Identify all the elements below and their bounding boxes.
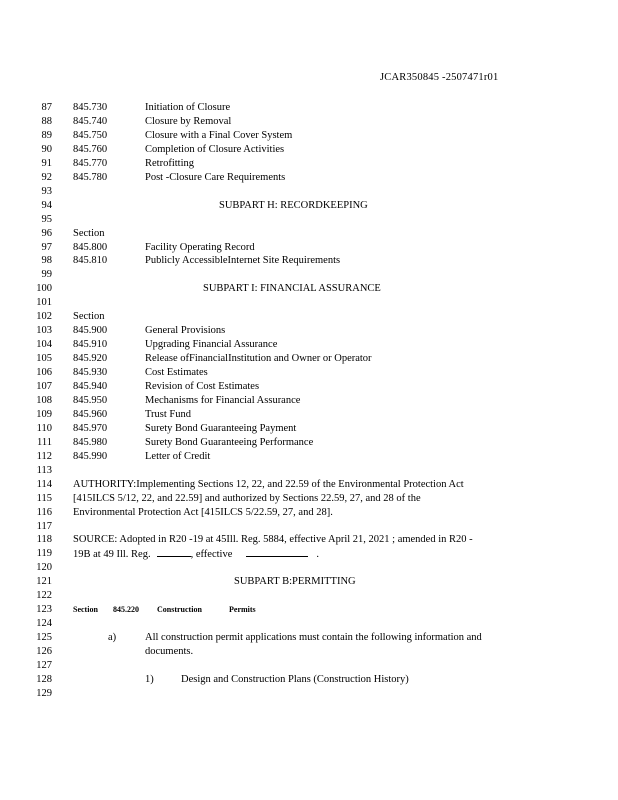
line-number: 107: [36, 381, 52, 392]
section-heading-part: Construction: [157, 605, 202, 615]
line-number: 128: [36, 673, 52, 685]
line-number: 108: [36, 394, 52, 406]
section-title: Letter of Credit: [145, 450, 211, 462]
line-number: 102: [36, 311, 52, 323]
line-number: 98: [41, 255, 52, 267]
line-number: 106: [36, 367, 52, 379]
section-title: Surety Bond Guaranteeing Performance: [145, 436, 314, 448]
line-number: 117: [36, 520, 52, 532]
document-line: [0, 129, 618, 143]
line-number: 94: [41, 199, 52, 211]
document-line: [0, 659, 618, 673]
line-number: 119: [36, 548, 52, 560]
list-label: a): [108, 632, 117, 644]
document-header: JCAR350845 -2507471r01: [380, 72, 499, 83]
document-line: [0, 561, 618, 575]
section-title: Initiation of Closure: [145, 102, 231, 113]
section-title: Closure with a Final Cover System: [145, 129, 293, 141]
section-number: Section: [73, 227, 105, 239]
document-line: [0, 101, 618, 115]
section-number: 845.980: [73, 436, 108, 448]
document-line: [0, 673, 618, 687]
document-line: [0, 352, 618, 366]
line-number: 123: [36, 604, 52, 616]
line-number: 111: [37, 436, 52, 448]
line-number: 92: [41, 171, 52, 183]
section-title: Cost Estimates: [145, 367, 208, 379]
document-line: [0, 115, 618, 129]
blank-field: [246, 547, 308, 557]
document-line: [0, 631, 618, 645]
document-line: [0, 589, 618, 603]
section-number: 845.900: [73, 325, 108, 337]
section-heading-part: 845.220: [113, 605, 139, 615]
line-number: 105: [36, 353, 52, 365]
list-text: Design and Construction Plans (Construction History): [181, 673, 409, 685]
document-line: [0, 575, 618, 589]
section-heading-part: Permits: [229, 605, 256, 615]
document-line: [0, 617, 618, 631]
document-line: [0, 533, 618, 547]
source-text: 19B at 49 Ill. Reg.: [73, 549, 151, 561]
line-number: 129: [36, 687, 52, 699]
section-title: Post -Closure Care Requirements: [145, 171, 286, 183]
section-number: 845.950: [73, 394, 108, 406]
document-line: [0, 422, 618, 436]
document-line: [0, 157, 618, 171]
line-number: 90: [41, 143, 52, 155]
document-line: [0, 603, 618, 617]
section-heading-part: Section: [73, 605, 98, 615]
document-line: [0, 296, 618, 310]
document-line: [0, 464, 618, 478]
line-number: 104: [36, 339, 52, 351]
section-number: 845.760: [73, 143, 108, 155]
document-line: [0, 143, 618, 157]
list-label: 1): [145, 673, 154, 685]
line-number: 127: [36, 660, 52, 671]
line-number: 125: [36, 632, 52, 644]
blank-field: [157, 547, 191, 557]
section-number: 845.910: [73, 339, 108, 351]
line-number: 87: [41, 102, 52, 113]
document-line: [0, 645, 618, 659]
document-line: [0, 254, 618, 268]
document-line: [0, 268, 618, 282]
line-number: 118: [36, 534, 52, 546]
line-number: 89: [41, 129, 52, 141]
section-number: 845.990: [73, 450, 108, 462]
section-number: 845.920: [73, 353, 108, 365]
line-number: 101: [36, 297, 52, 309]
line-number: 120: [36, 562, 52, 574]
document-line: [0, 185, 618, 199]
section-number: 845.730: [73, 102, 108, 113]
line-number: 109: [36, 408, 52, 420]
section-title: Trust Fund: [145, 408, 192, 420]
document-line: [0, 227, 618, 241]
document-line: [0, 338, 618, 352]
line-number: 95: [41, 213, 52, 225]
list-text: documents.: [145, 646, 194, 658]
subpart-heading: SUBPART I: FINANCIAL ASSURANCE: [203, 283, 381, 295]
section-number: 845.780: [73, 171, 108, 183]
document-line: [0, 213, 618, 227]
document-line: [0, 241, 618, 255]
section-number: 845.930: [73, 367, 108, 379]
document-line: [0, 450, 618, 464]
section-title: Publicly AccessibleInternet Site Requirements: [145, 255, 341, 267]
section-title: Mechanisms for Financial Assurance: [145, 394, 301, 406]
line-number: 113: [36, 464, 52, 476]
document-line: [0, 492, 618, 506]
document-line: [0, 282, 618, 296]
section-number: 845.750: [73, 129, 108, 141]
line-number: 116: [36, 506, 52, 518]
line-number: 91: [41, 157, 52, 169]
section-number: 845.940: [73, 381, 108, 392]
line-number: 114: [36, 478, 52, 490]
section-number: Section: [73, 311, 105, 323]
section-title: Closure by Removal: [145, 115, 232, 127]
line-number: 93: [41, 185, 52, 197]
line-number: 99: [41, 269, 52, 281]
source-text: .: [316, 549, 319, 561]
paragraph-text: [415ILCS 5/12, 22, and 22.59] and authorized by Sections 22.59, 27, and 28 of the: [73, 492, 421, 504]
section-title: Revision of Cost Estimates: [145, 381, 260, 392]
paragraph-text: SOURCE: Adopted in R20 -19 at 45Ill. Reg. 5884, effective April 21, 2021 ; amended in R20 -: [73, 534, 473, 546]
line-number: 103: [36, 325, 52, 337]
source-text: , effective: [190, 549, 233, 561]
section-number: 845.810: [73, 255, 108, 267]
line-number: 97: [41, 241, 52, 253]
document-line: [0, 436, 618, 450]
subpart-heading: SUBPART H: RECORDKEEPING: [219, 199, 368, 211]
line-number: 112: [36, 450, 52, 462]
document-line: [0, 478, 618, 492]
document-line: [0, 366, 618, 380]
document-line: [0, 324, 618, 338]
document-line: [0, 199, 618, 213]
document-line: [0, 380, 618, 394]
section-title: Upgrading Financial Assurance: [145, 339, 278, 351]
section-number: 845.770: [73, 157, 108, 169]
section-title: Surety Bond Guaranteeing Payment: [145, 422, 297, 434]
section-title: Retrofitting: [145, 157, 194, 169]
line-number: 110: [36, 422, 52, 434]
section-number: 845.740: [73, 115, 108, 127]
document-line: [0, 310, 618, 324]
section-title: Release ofFinancialInstitution and Owner or Operator: [145, 353, 372, 365]
paragraph-text: AUTHORITY:Implementing Sections 12, 22, and 22.59 of the Environmental Protection Act: [73, 478, 464, 490]
section-title: General Provisions: [145, 325, 226, 337]
section-number: 845.800: [73, 241, 108, 253]
section-number: 845.970: [73, 422, 108, 434]
section-title: Facility Operating Record: [145, 241, 255, 253]
paragraph-text: Environmental Protection Act [415ILCS 5/22.59, 27, and 28].: [73, 506, 333, 518]
section-title: Completion of Closure Activities: [145, 143, 285, 155]
section-number: 845.960: [73, 408, 108, 420]
document-line: [0, 687, 618, 701]
document-line: [0, 408, 618, 422]
document-line: [0, 171, 618, 185]
paragraph-text: [73, 547, 319, 562]
document-line: [0, 547, 618, 561]
line-number: 124: [36, 618, 52, 630]
list-text: All construction permit applications must contain the following information and: [145, 632, 482, 644]
line-number: 126: [36, 646, 52, 658]
line-number: 122: [36, 590, 52, 602]
line-number: 96: [41, 227, 52, 239]
line-number: 121: [36, 576, 52, 588]
line-number: 115: [36, 492, 52, 504]
document-line: [0, 506, 618, 520]
document-line: [0, 520, 618, 534]
document-line: [0, 394, 618, 408]
line-number: 100: [36, 283, 52, 295]
subpart-heading: SUBPART B:PERMITTING: [234, 576, 356, 588]
line-number: 88: [41, 115, 52, 127]
